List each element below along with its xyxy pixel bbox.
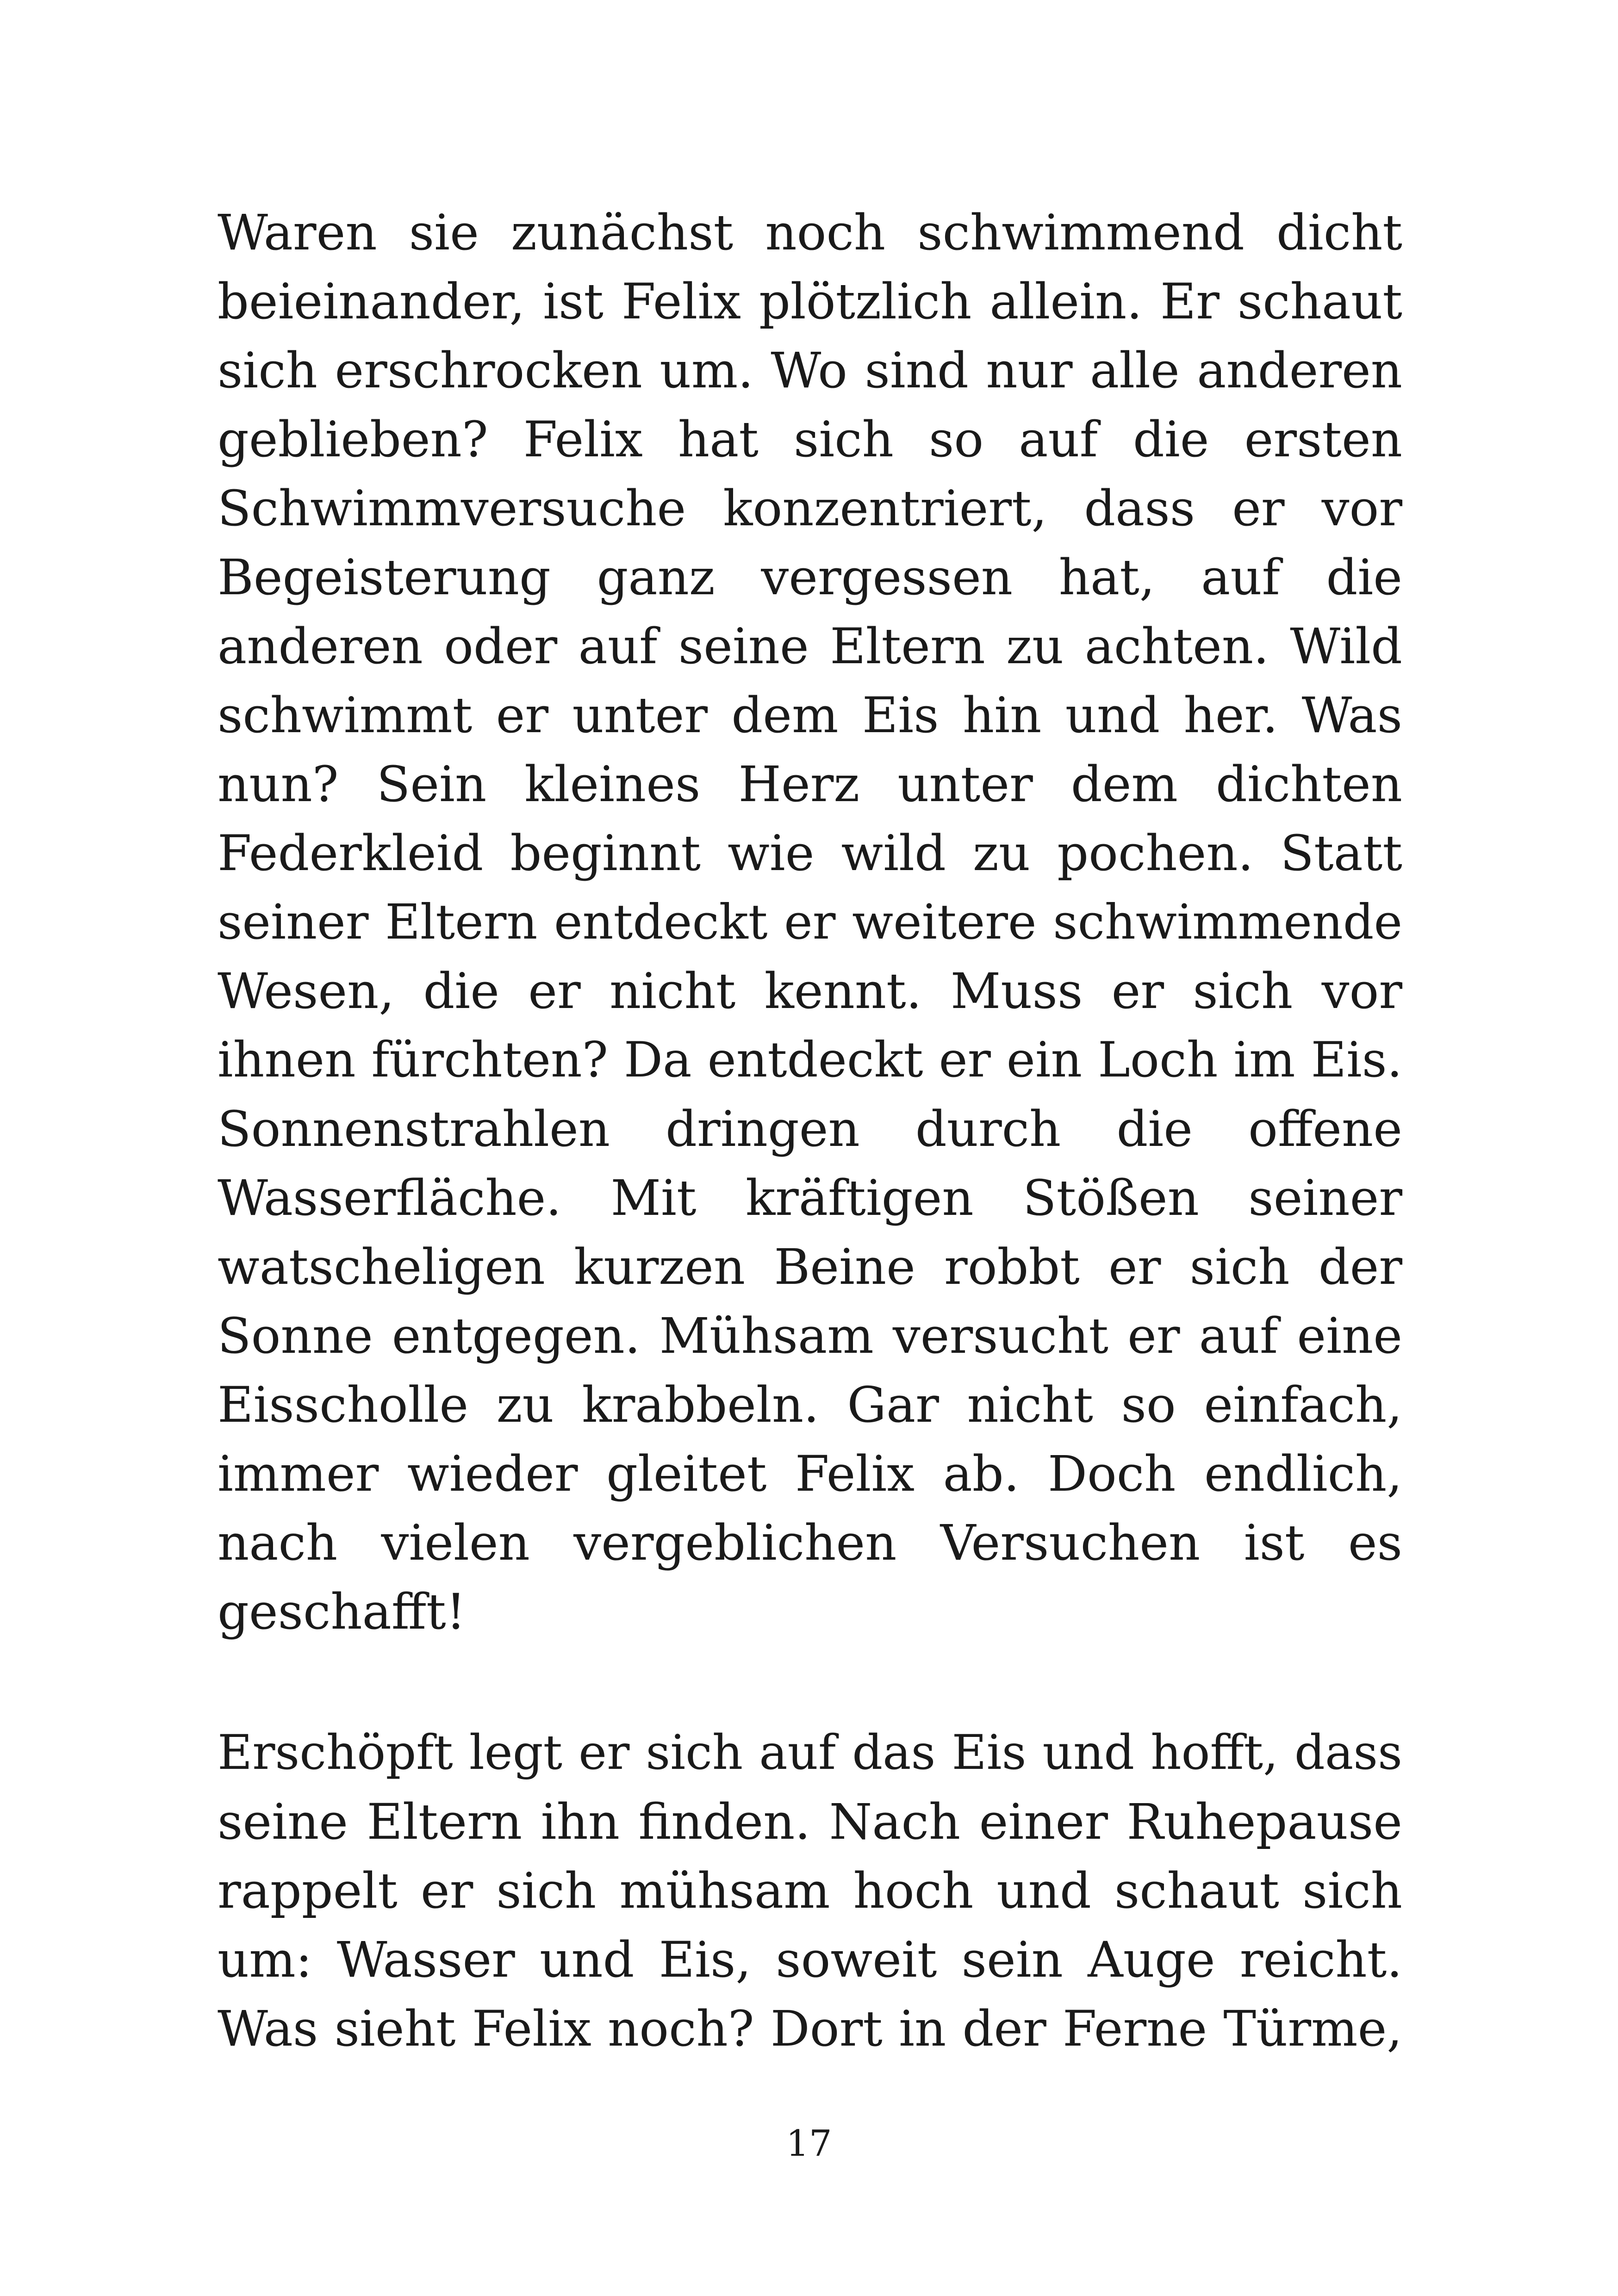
text-line: anderen oder auf seine Eltern zu achten. Wild [218,618,1402,675]
paragraph-2 [218,1718,1402,2063]
text-line: Sonnenstrahlen dringen durch die offene [218,1101,1402,1157]
text-line: immer wieder gleitet Felix ab. Doch endlich, [218,1445,1402,1502]
text-line: schwimmt er unter dem Eis hin und her. Was [218,687,1402,744]
text-line: geblieben? Felix hat sich so auf die ersten [218,411,1402,468]
text-line: seine Eltern ihn finden. Nach einer Ruhepause [218,1793,1402,1850]
text-line: Waren sie zunächst noch schwimmend dicht [218,204,1402,261]
text-line: rappelt er sich mühsam hoch und schaut sich [218,1862,1402,1919]
text-line: Was sieht Felix noch? Dort in der Ferne Türme, [218,2000,1402,2057]
text-line: um: Wasser und Eis, soweit sein Auge reicht. [218,1931,1402,1988]
text-line: Schwimmversuche konzentriert, dass er vor [218,480,1402,537]
text-line: Wasserfläche. Mit kräftigen Stößen seiner [218,1170,1402,1226]
page-number: 17 [786,2123,832,2165]
paragraph-1 [218,198,1402,1646]
text-line: Erschöpft legt er sich auf das Eis und hofft, dass [218,1725,1402,1780]
text-line: Begeisterung ganz vergessen hat, auf die [218,549,1402,606]
text-line: beieinander, ist Felix plötzlich allein. Er schaut [218,273,1402,330]
text-line: Eisscholle zu krabbeln. Gar nicht so einfach, [218,1376,1402,1433]
text-line: ihnen fürchten? Da entdeckt er ein Loch im Eis. [218,1032,1402,1088]
text-line: sich erschrocken um. Wo sind nur alle anderen [218,342,1402,399]
text-line: geschafft! [218,1583,466,1640]
text-line: Federkleid beginnt wie wild zu pochen. Statt [218,825,1402,882]
text-line: Sonne entgegen. Mühsam versucht er auf eine [218,1307,1402,1364]
text-line: seiner Eltern entdeckt er weitere schwimmende [218,894,1402,950]
text-line: Wesen, die er nicht kennt. Muss er sich vor [218,963,1402,1020]
text-line: nach vielen vergeblichen Versuchen ist es [218,1514,1402,1571]
text-line: nun? Sein kleines Herz unter dem dichten [218,756,1402,813]
text-line: watscheligen kurzen Beine robbt er sich der [218,1238,1402,1295]
